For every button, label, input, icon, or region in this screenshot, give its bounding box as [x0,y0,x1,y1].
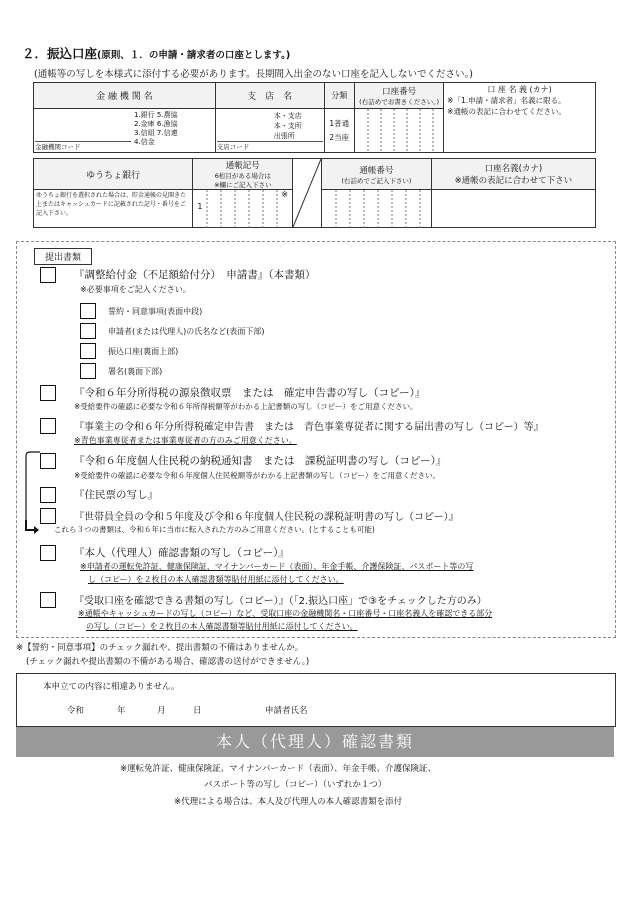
confirmation-box [16,673,616,727]
bank-option: 1.銀行 [134,111,155,119]
holder-note-1: ※「1.申請・請求者」名義に限る。 [447,96,566,105]
item2-label: 『令和６年分所得税の源泉徴収票 または 確定申告書の写し（コピー）』 [74,387,426,399]
item7-label: 『本人（代理人）確認書類の写し（コピー）』 [74,547,289,559]
item7-note-1: ※申請者の運転免許証、健康保険証、マイナンバーカード（表面）、年金手帳、介護保険証、パスポート等の写 [80,562,474,571]
type-header: 分類 [324,83,354,109]
item2-note: ※受給要件の確認に必要な令和６年所得税額等がわかる上記書類の写し（コピー）をご用意ください。 [74,402,418,411]
symbol-input[interactable] [193,190,293,228]
item3-label: 『事業主の令和６年分所得税確定申告書 または 青色事業専従者に関する届出書の写し（コピー）等』 [74,422,544,433]
footer-note-1: ※【誓約・同意事項】のチェック漏れや、提出書類の不備はありませんか。 [16,643,304,653]
bank-option: 7.信連 [156,129,178,137]
item6-note: これら３つの書類は、令和６年に当市に転入された方のみご用意ください。(とすることも可能) [54,525,375,534]
item7-note-2: し（コピー）を２枚目の本人確認書類等貼付用紙に添付してください。 [88,575,344,584]
checkbox-item8[interactable] [40,592,56,608]
item5-label: 『住民票の写し』 [74,489,158,501]
yucho-holder-note: ※通帳の表記に合わせて下さい [454,176,573,186]
checkbox-item1[interactable] [40,267,56,283]
item8-note-1: ※通帳やキャッシュカードの写し（コピー）など、受取口座の金融機関名・口座番号・口座名義人を確認できる部分 [78,609,493,618]
type-option-current: 2当座 [329,132,350,142]
yucho-table [33,158,596,226]
holder-note-2: ※通帳の表記に合わせてください。 [447,107,566,116]
account-number-label: 口座番号 [382,87,417,97]
checkbox-sub1[interactable] [80,303,96,319]
diagonal-line [293,159,321,227]
passbook-number-input[interactable] [321,190,431,228]
bank-option: 6.漁協 [156,120,178,128]
section-instruction: (通帳等の写しを本様式に添付する必要があります。長期間入出金のない口座を記入しないでください。) [34,69,473,80]
bank-name-input[interactable] [34,109,216,153]
account-number-note: (右詰めでお書きください。) [359,98,439,106]
item1-label: 『調整給付金（不足額給付分） 申請書』（本書類） [74,269,316,281]
passbook-number-note: (右詰めでご記入下さい) [341,176,412,185]
bank-code-label: 金融機関コード [35,141,131,151]
checkbox-sub4[interactable] [80,363,96,379]
sub-item-2: 申請者(または代理人)の氏名など(表面下部) [108,327,265,336]
checkbox-item4[interactable] [40,453,56,469]
id-note-1: ※運転免許証、健康保険証、マイナンバーカード（表面）、年金手帳、介護保険証、 [120,764,437,774]
checkbox-item6[interactable] [40,508,56,524]
item8-note-2: の写し（コピー）を２枚目の本人確認書類等貼付用紙に添付してください。 [86,622,358,631]
account-holder-cell[interactable] [444,83,596,153]
branch-option: 出張所 [273,132,295,140]
bank-option: 2.金庫 [134,120,155,128]
applicant-name-label: 申請者氏名 [265,706,308,716]
yucho-note: ゆうちょ銀行を選択された場合は、貯金通帳の見開きた上またはキャッシュカードに記載された記号・番号をご記入下さい。 [34,190,193,228]
bank-option: 3.信組 [134,129,155,137]
passbook-number-label: 通帳番号 [359,165,394,176]
account-number-header [355,83,444,109]
branch-name-input[interactable] [215,109,324,153]
branch-name-header: 支 店 名 [215,83,324,109]
month-label: 月 [157,706,166,716]
era-label: 令和 [67,706,85,716]
asterisk-mark: ※ [281,190,289,199]
symbol-header [193,159,293,190]
type-option-normal: 1普通 [329,118,350,128]
id-note-3: ※代理による場合は、本人及び代理人の本人確認書類を添付 [174,797,403,807]
bank-option: 5.農協 [156,111,178,119]
branch-code-label: 支店コード [217,141,323,151]
branch-option: 本・支所 [273,122,302,130]
sub-item-3: 振込口座(裏面上部) [108,347,179,356]
id-note-2: パスポート等の写し（コピー）（いずれか１つ） [204,780,387,790]
yucho-bank-header: ゆうちょ銀行 [34,159,193,190]
yucho-holder-input[interactable] [431,190,595,228]
account-digit-grid [355,109,445,153]
branch-options [274,111,302,141]
checkbox-item3[interactable] [40,418,56,434]
item4-note: ※受給要件の確認に必要な令和６年度個人住民税額等がわかる上記書類の写し（コピー）をご用意ください。 [74,471,440,480]
confirm-statement: 本申立ての内容に相違ありません。 [43,682,180,692]
account-number-input[interactable] [355,109,444,153]
applicant-name-field[interactable] [317,696,607,722]
section-title [22,44,290,62]
bank-name-header: 金 融 機 関 名 [34,83,216,109]
symbol-prefix: 1 [197,202,203,211]
day-label: 日 [193,706,202,716]
symbol-label: 通帳記号 [225,161,260,171]
sub-item-4: 署名(裏面下部) [108,367,163,376]
symbol-note-2: ※欄にご記入下さい [214,181,272,189]
item6-label: 『世帯員全員の令和５年度及び令和６年度個人住民税の課税証明書の写し（コピー）』 [74,512,459,523]
symbol-note-1: 6桁目がある場合は [214,172,271,180]
section-title-note: (原則、１．の申請・請求者の口座とします。) [97,50,291,61]
sub-item-1: 誓約・同意事項(表面中段) [108,307,203,316]
checkbox-item5[interactable] [40,487,56,503]
divider-cell [293,159,322,228]
account-holder-header: 口 座 名 義 (カナ) [487,85,552,94]
section-number-title: ２．振込口座 [22,46,98,61]
yucho-holder-header [431,159,595,190]
checkbox-sub3[interactable] [80,343,96,359]
checkbox-item2[interactable] [40,385,56,401]
item4-label: 『令和６年度個人住民税の納税通知書 または 課税証明書の写し（コピー）』 [74,455,447,467]
year-label: 年 [117,706,126,716]
passbook-number-header [321,159,431,190]
item3-note: ※青色事業専従者または事業専従者の方のみご用意ください。 [74,436,297,445]
checkbox-item7[interactable] [40,545,56,561]
bank-options [134,111,178,147]
symbol-digit-grid [193,190,293,228]
account-type-input[interactable] [324,109,354,153]
checkbox-sub2[interactable] [80,323,96,339]
bank-option: 4.信金 [134,138,155,146]
docs-header: 提出書類 [34,248,92,265]
item1-note: ※必要事項をご記入ください。 [80,285,191,294]
yucho-holder-label: 口座名義(カナ) [484,164,543,174]
branch-option: 本・支店 [273,112,302,120]
passbook-digit-grid [322,190,432,228]
item8-label: 『受取口座を確認できる書類の写し（コピー）』（「2.振込口座」で③をチェックした方のみ） [74,596,487,607]
footer-note-2: (チェック漏れや提出書類の不備がある場合、確認書の送付ができません。) [26,657,310,667]
id-documents-banner: 本人（代理人）確認書類 [16,727,614,757]
bank-table [33,82,596,152]
